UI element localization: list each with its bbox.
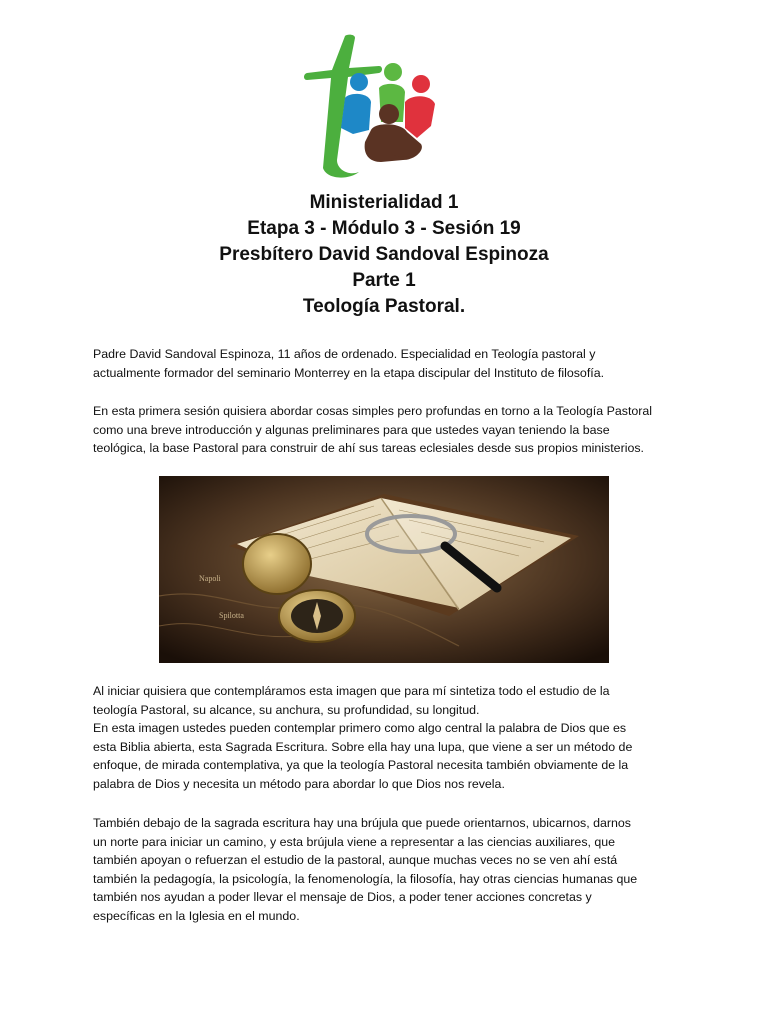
title-line: Ministerialidad 1 — [309, 192, 459, 213]
ministry-logo — [297, 30, 469, 185]
intro-paragraph: Padre David Sandoval Espinoza, 11 años de ordenado. Especialidad en Teología pastoral y actualmente formador del seminario Monterrey en la etapa discipular del Instituto de filosofía. — [93, 347, 605, 380]
title-line: Presbítero David Sandoval Espinoza — [219, 244, 549, 265]
image-description-paragraph: Al iniciar quisiera que contempláramos esta imagen que para mí sintetiza todo el estudio de la teología Pastoral, su alcance, su anchura, su profundidad, su longitud. En esta imagen ustedes pueden contemplar primero como algo central la palabra de Dios que es esta Biblia abierta, esta Sagrada Escritura. Sobre ella hay una lupa, que viene a ser un método de enfoque, de mirada contemplativa, ya que la teología Pastoral necesita también obviamente de la palabra de Dios y necesita un método para abordar lo que Dios nos revela. — [93, 684, 633, 791]
first-session-paragraph: En esta primera sesión quisiera abordar cosas simples pero profundas en torno a la Teología Pastoral como una breve introducción y algunas preliminares para que ustedes vayan teniendo la base teológica, la base Pastoral para construir de ahí sus tareas eclesiales desde sus propios ministerios. — [93, 404, 653, 456]
title-line: Teología Pastoral. — [302, 296, 466, 317]
document-title — [0, 190, 768, 320]
bible-compass-photo — [159, 476, 609, 663]
cross-logo-icon — [297, 30, 469, 185]
title-line: Parte 1 — [352, 270, 416, 291]
map-label: Napoli — [199, 574, 221, 583]
compass-paragraph: También debajo de la sagrada escritura hay una brújula que puede orientarnos, ubicarnos, darnos un norte para iniciar un camino, y esta brújula viene a representar a las ciencias auxiliares, que también apoyan o refuerzan el estudio de la pastoral, aunque muchas veces no se ven ahí está también la pedagogía, la psicología, la fenomenología, la filosofía, hay otras ciencias humanas que también nos ayudan a poder llevar el mensaje de Dios, a poder tener acciones concretas y específicas en la Iglesia en el mundo. — [93, 816, 638, 923]
map-label: Spilotta — [219, 611, 244, 620]
title-line: Etapa 3 - Módulo 3 - Sesión 19 — [247, 218, 521, 239]
